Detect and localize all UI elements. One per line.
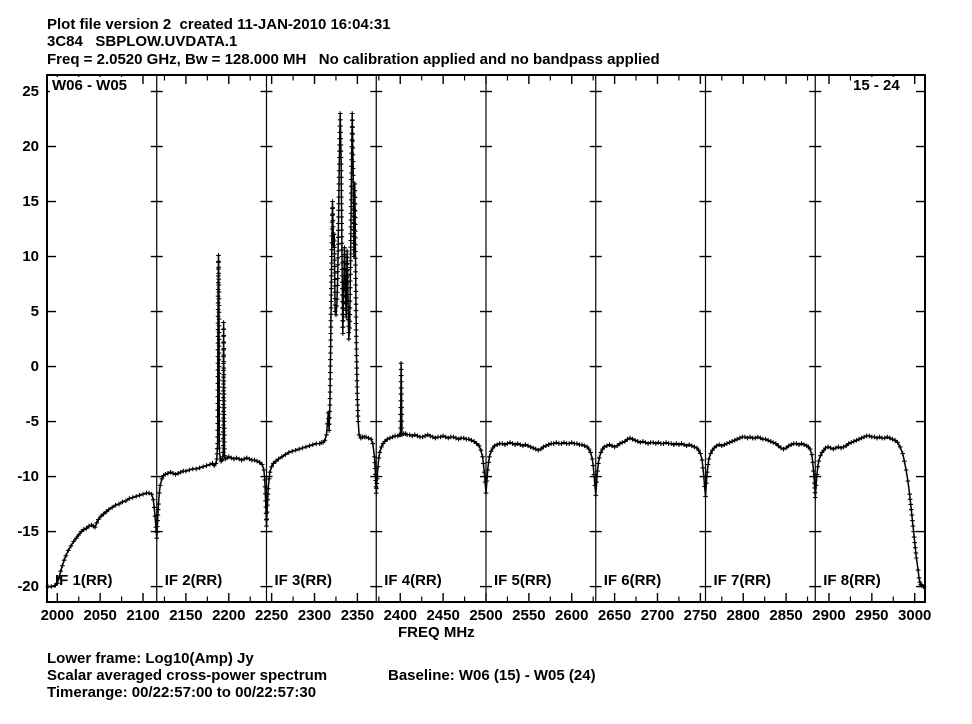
x-tick-label: 2450 <box>426 607 460 624</box>
plot-file-version-line: Plot file version 2 created 11-JAN-2010 16:04:31 <box>47 16 391 33</box>
x-tick-label: 2550 <box>512 607 546 624</box>
y-tick-label: 10 <box>22 247 39 265</box>
x-tick-label: 2600 <box>555 607 589 624</box>
x-tick-label: 2700 <box>640 607 675 624</box>
y-tick-label: 0 <box>30 357 39 375</box>
x-tick-label: 2950 <box>855 607 889 624</box>
if-band-label: IF 6(RR) <box>603 572 662 589</box>
y-tick-label: 5 <box>30 302 39 320</box>
x-tick-label: 2400 <box>383 607 417 624</box>
x-tick-label: 2000 <box>40 607 74 624</box>
corner-label-antennas: W06 - W05 <box>52 77 128 94</box>
x-tick-label: 2750 <box>683 607 718 624</box>
y-tick-label: 25 <box>22 82 39 100</box>
corner-label-baseline-numbers: 15 - 24 <box>853 77 900 94</box>
y-tick-label: -20 <box>17 577 39 595</box>
y-tick-label: -10 <box>17 467 39 485</box>
x-tick-label: 2900 <box>812 607 846 624</box>
x-tick-label: 2850 <box>769 607 803 624</box>
x-tick-label: 2650 <box>597 607 632 624</box>
x-tick-label: 2100 <box>126 607 160 624</box>
x-axis-title: FREQ MHz <box>398 624 475 641</box>
y-tick-label: 20 <box>22 137 39 155</box>
if-band-label: IF 2(RR) <box>164 572 223 589</box>
x-tick-label: 2350 <box>340 607 375 624</box>
footer-baseline-label: Baseline: W06 (15) - W05 (24) <box>388 667 596 684</box>
y-tick-label: -5 <box>25 412 39 430</box>
freq-bandwidth-line: Freq = 2.0520 GHz, Bw = 128.000 MH No calibration applied and no bandpass applied <box>47 51 660 68</box>
x-tick-label: 3000 <box>898 607 932 624</box>
if-band-label: IF 8(RR) <box>823 572 881 589</box>
x-tick-label: 2800 <box>726 607 760 624</box>
source-and-file-line: 3C84 SBPLOW.UVDATA.1 <box>47 33 238 50</box>
footer-spectrum-type-label: Scalar averaged cross-power spectrum <box>47 667 328 684</box>
x-tick-label: 2500 <box>469 607 503 624</box>
if-band-label: IF 4(RR) <box>384 572 442 589</box>
if-band-label: IF 1(RR) <box>55 572 113 589</box>
x-tick-label: 2300 <box>297 607 332 624</box>
footer-lower-frame-line: Lower frame: Log10(Amp) Jy <box>47 650 254 667</box>
y-tick-label: -15 <box>17 522 39 540</box>
x-tick-label: 2050 <box>83 607 117 624</box>
if-band-label: IF 5(RR) <box>494 572 552 589</box>
if-band-label: IF 7(RR) <box>713 572 771 589</box>
x-tick-label: 2250 <box>254 607 289 624</box>
footer-timerange-line: Timerange: 00/22:57:00 to 00/22:57:30 <box>47 684 317 701</box>
if-band-label: IF 3(RR) <box>274 572 332 589</box>
x-tick-label: 2200 <box>212 607 246 624</box>
y-tick-label: 15 <box>22 192 39 210</box>
x-tick-label: 2150 <box>169 607 203 624</box>
